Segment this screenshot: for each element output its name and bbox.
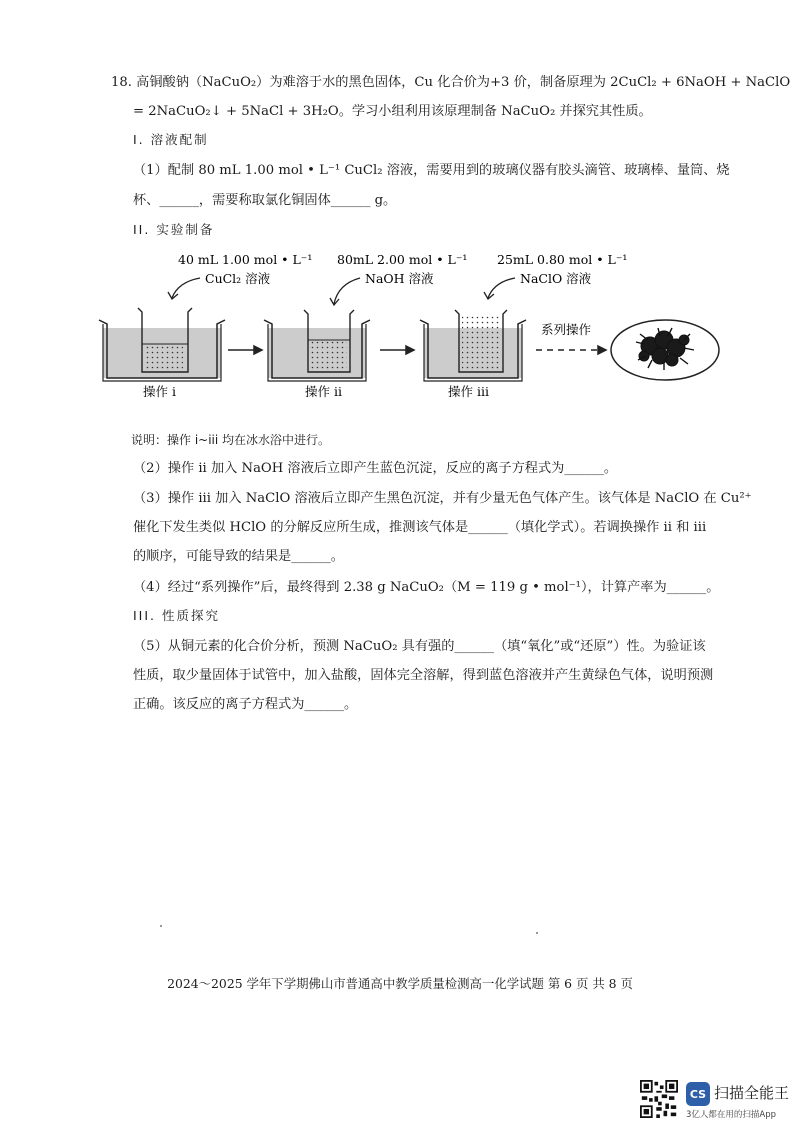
scanner-subtitle: 3亿人都在用的扫描App — [686, 1110, 777, 1120]
q5-line-2: 性质，取少量固体于试管中，加入盐酸，固体完全溶解，得到蓝色溶液并产生黄绿色气体，说明预测 — [133, 668, 714, 683]
diagram-note: 说明：操作 i~iii 均在冰水浴中进行。 — [131, 433, 331, 447]
q4-line: （4）经过“系列操作”后，最终得到 2.38 g NaCuO₂（M = 119 g • mol⁻¹），计算产率为______。 — [133, 580, 720, 595]
pointer-arrow-3 — [484, 278, 515, 299]
reagent2-name: NaOH 溶液 — [365, 271, 434, 286]
scan-speck — [160, 925, 162, 927]
q5-line-1: （5）从铜元素的化合价分析，预测 NaCuO₂ 具有强的______（填“氧化”或“还原”）性。为验证该 — [133, 639, 706, 654]
flow-arrow-1 — [228, 346, 262, 354]
reagent3-amount: 25mL 0.80 mol • L⁻¹ — [497, 252, 628, 267]
step-label-2: 操作 ii — [305, 384, 342, 399]
section-heading-1: I. 溶液配制 — [133, 132, 209, 147]
reagent1-amount: 40 mL 1.00 mol • L⁻¹ — [178, 252, 313, 267]
product-dish — [611, 320, 719, 380]
ice-bath-2 — [264, 310, 370, 381]
q1-line-2: 杯、______，需要称取氯化铜固体______ g。 — [133, 193, 397, 208]
page-footer: 2024～2025 学年下学期佛山市普通高中教学质量检测高一化学试题 第 6 页 共 8 页 — [167, 976, 633, 991]
section-heading-2: II. 实验制备 — [133, 222, 215, 237]
q2-line: （2）操作 ii 加入 NaOH 溶液后立即产生蓝色沉淀，反应的离子方程式为______。 — [133, 461, 618, 476]
pointer-arrow-1 — [168, 278, 200, 299]
step-label-3: 操作 iii — [448, 384, 489, 399]
ice-bath-3 — [420, 310, 526, 381]
ice-bath-1 — [99, 308, 225, 381]
flow-arrow-dashed — [536, 346, 606, 354]
question-line-2: = 2NaCuO₂↓ + 5NaCl + 3H₂O。学习小组利用该原理制备 NaCuO₂ 并探究其性质。 — [133, 104, 652, 119]
reagent1-name: CuCl₂ 溶液 — [205, 271, 271, 286]
reagent3-name: NaClO 溶液 — [520, 271, 592, 286]
q3-line-2: 催化下发生类似 HClO 的分解反应所生成，推测该气体是______（填化学式）。若调换操作 ii 和 iii — [133, 520, 707, 535]
reagent2-amount: 80mL 2.00 mol • L⁻¹ — [337, 252, 468, 267]
series-op-label: 系列操作 — [541, 322, 592, 337]
scan-speck — [536, 932, 538, 934]
camscanner-logo-icon: CS — [686, 1082, 710, 1106]
scanner-title: 扫描全能王 — [714, 1084, 790, 1102]
section-heading-3: III. 性质探究 — [133, 608, 221, 623]
q3-line-1: （3）操作 iii 加入 NaClO 溶液后立即产生黑色沉淀，并有少量无色气体产生。该气体是 NaClO 在 Cu²⁺ — [133, 491, 752, 506]
experiment-diagram — [0, 240, 800, 440]
question-line-1: 18. 高铜酸钠（NaCuO₂）为难溶于水的黑色固体，Cu 化合价为+3 价，制备原理为 2CuCl₂ + 6NaOH + NaClO — [111, 75, 791, 90]
qr-code-icon — [640, 1080, 678, 1118]
q1-line-1: （1）配制 80 mL 1.00 mol • L⁻¹ CuCl₂ 溶液，需要用到的玻璃仪器有胶头滴管、玻璃棒、量筒、烧 — [133, 163, 730, 178]
q3-line-3: 的顺序，可能导致的结果是______。 — [133, 549, 344, 564]
pointer-arrow-2 — [330, 278, 360, 305]
flow-arrow-2 — [380, 346, 414, 354]
step-label-1: 操作 i — [143, 384, 176, 399]
q5-line-3: 正确。该反应的离子方程式为______。 — [133, 697, 358, 712]
